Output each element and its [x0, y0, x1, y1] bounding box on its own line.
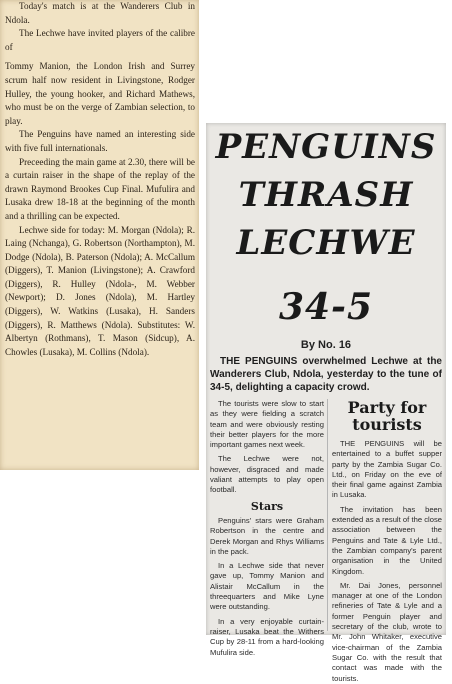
left-clipping-column [5, 0, 195, 359]
headline-line-2: THRASH [238, 175, 414, 215]
column-divider [327, 399, 328, 631]
left-paragraph-5: Preceeding the main game at 2.30, there will be a curtain raiser in the shape of the replay of the drawn Raymond Brookes Cup Final. Mufulira and Lusaka drew 18-18 at the beginning of the month and a thrilling can be expected. [5, 156, 195, 221]
left-paragraph-2: The Lechwe have invited players of the calibre of [5, 28, 195, 52]
report-paragraph: Mr. Dai Jones, personnel manager at one of the London refineries of Tate & Lyle and a former Penguin player and secretary of the club, wrote to Mr. John Whitaker, executive vice-chairman of the Zambia Sugar Co. with the result that contact was made with the tourists. [332, 580, 442, 683]
report-column-left [210, 399, 324, 658]
report-paragraph: The Lechwe were not, however, disgraced and made valiant attempts to play open football. [210, 454, 324, 495]
left-newspaper-clipping [0, 0, 199, 470]
subhead-party-for-tourists: Party for tourists [347, 398, 427, 434]
report-paragraph: The invitation has been extended as a result of the close association between the Penguins and Tate & Lyle Ltd., the Zambian company's parent organisation in the United Kingdom. [332, 504, 442, 576]
lead-paragraph [210, 355, 442, 394]
report-paragraph: Penguins' stars were Graham Robertson in the centre and Derek Morgan and Rhys Williams in the pack. [210, 515, 324, 556]
headline-score: 34-5 [278, 286, 374, 328]
report-paragraph: The tourists were slow to start as they were fielding a scratch team and were obviously resting their better players for the more important games next week. [210, 399, 324, 450]
left-paragraph-6: Lechwe side for today: M. Morgan (Ndola); R. Laing (Nchanga), G. Robertson (Northampton), M. Dodge (Ndola), B. Paterson (Ndola); A. McCallum (Diggers), T. Manion (Livingstone); A. Crawford (Diggers), R. Hulley (Ndola-, M. Webber (Newport); D. Jones (Ndola), M. Hartley (Diggers), W. Watkins (Lusaka), H. Sanders (Diggers), R. Matthews (Ndola). Substitutes: W. Albertyn (Rothmans), T. Mason (Sidcup), A. Chowles (Lusaka), M. Collins (Ndola). [5, 224, 195, 357]
report-paragraph: THE PENGUINS will be entertained to a buffet supper party by the Zambia Sugar Co. Ltd., on Friday on the eve of their final game against Zambia in Lusaka. [332, 439, 442, 500]
left-paragraph-4: The Penguins have named an interesting side with five full internationals. [5, 129, 195, 153]
right-newspaper-clipping [206, 123, 446, 683]
report-paragraph: In a very enjoyable curtain-raiser, Lusaka beat the Withers Cup by 28-11 from a hard-looking Mufulira side. [210, 616, 324, 657]
report-paragraph: In a Lechwe side that never gave up, Tommy Manion and Alistair McCallum in the threequarters and Mike Lyne were outstanding. [210, 561, 324, 612]
byline: By No. 16 [300, 339, 352, 351]
lead-text: THE PENGUINS overwhelmed Lechwe at the Wanderers Club, Ndola, yesterday to the tune of 34-5, delighting a capacity crowd. [210, 356, 442, 393]
headline-line-1: PENGUINS [215, 127, 437, 167]
subhead-stars: Stars [250, 499, 284, 513]
left-paragraph-3: Tommy Manion, the London Irish and Surrey scrum half now resident in Livingstone, Rodger Hulley, the young hooker, and Richard Mathews, who must be on the verge of Zambian selection, to play. [5, 61, 195, 126]
left-paragraph-1: Today's match is at the Wanderers Club in Ndola. [5, 1, 195, 25]
headline-line-3: LECHWE [236, 223, 416, 263]
report-column-right [332, 399, 442, 684]
